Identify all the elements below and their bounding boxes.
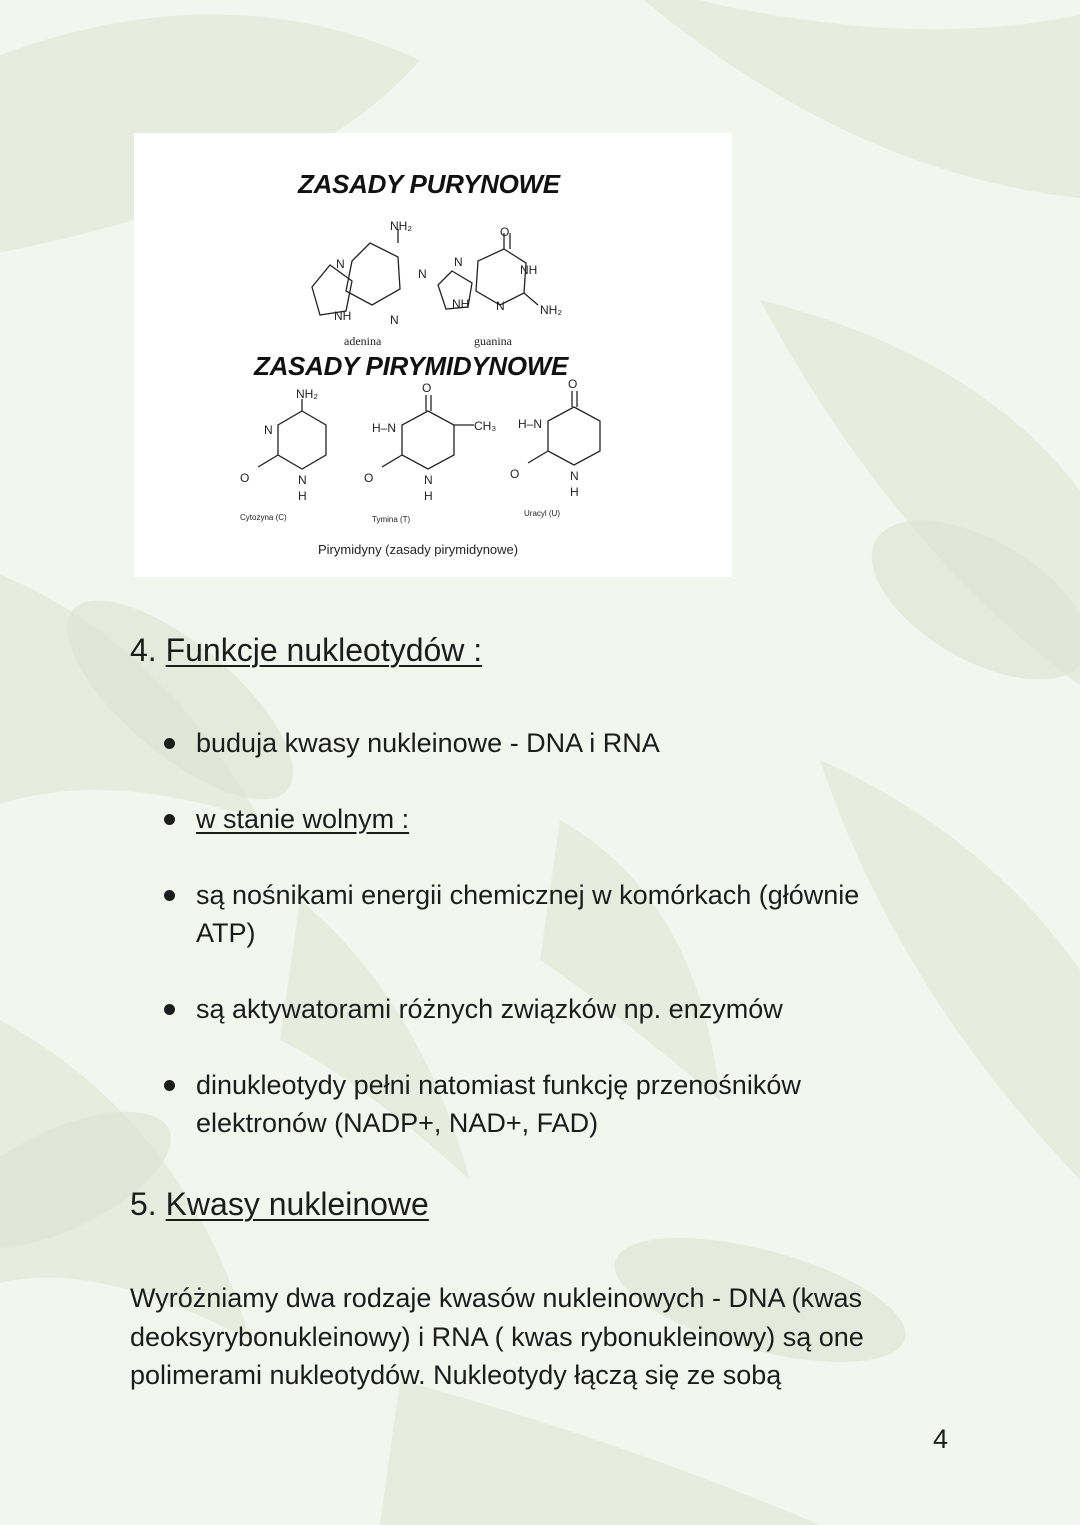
list-item: są aktywatorami różnych związków np. enzymów (164, 990, 924, 1028)
section-5-paragraph: Wyróżniamy dwa rodzaje kwasów nukleinowych - DNA (kwas deoksyrybonukleinowy) i RNA ( kwas rybonukleinowy) są one polimerami nukleotydów. Nukleotydy łączą się ze sobą (130, 1283, 864, 1390)
atom-label: O (364, 471, 374, 485)
atom-label: H–N (518, 417, 543, 431)
atom-label: NH₂ (540, 303, 562, 317)
list-item: buduja kwasy nukleinowe - DNA i RNA (164, 724, 924, 762)
atom-label: N (496, 299, 505, 313)
uracil-label: Uracyl (U) (524, 509, 560, 518)
atom-label: N (336, 257, 345, 271)
cytosine-label: Cytozyna (C) (240, 513, 287, 522)
atom-label: NH (334, 309, 352, 323)
atom-label: N (454, 255, 463, 269)
atom-label: H–N (372, 421, 397, 435)
atom-label: H (570, 485, 579, 499)
section-5-heading (130, 1186, 429, 1223)
bullet-icon (164, 890, 175, 901)
atom-label: O (510, 467, 520, 481)
section-4-title: Funkcje nukleotydów : (165, 632, 483, 668)
adenine-label: adenina (344, 334, 382, 348)
atom-label: O (568, 377, 578, 391)
atom-label: H (424, 489, 433, 503)
bullet-icon (164, 1004, 175, 1015)
atom-label: N (390, 313, 399, 327)
figure-caption: Pirymidyny (zasady pirymidynowe) (318, 542, 519, 557)
page-number: 4 (932, 1424, 948, 1454)
bullet-icon (164, 738, 175, 749)
section-4-number: 4. (130, 632, 157, 668)
list-item: dinukleotydy pełni natomiast funkcję przenośników elektronów (NADP+, NAD+, FAD) (164, 1066, 924, 1142)
section-5-number: 5. (130, 1186, 157, 1222)
purine-title: ZASADY PURYNOWE (298, 169, 560, 199)
pyrimidine-title: ZASADY PIRYMIDYNOWE (254, 351, 569, 381)
guanine-label: guanina (474, 334, 512, 348)
bullet-icon (164, 814, 175, 825)
atom-label: N (298, 473, 307, 487)
atom-label: H (298, 489, 307, 503)
atom-label: N (570, 469, 579, 483)
atom-label: O (240, 471, 250, 485)
atom-label: N (424, 473, 433, 487)
atom-label: O (422, 381, 432, 395)
functions-list (164, 724, 924, 1180)
bullet-icon (164, 1080, 175, 1091)
atom-label: O (500, 225, 510, 239)
atom-label: N (264, 423, 273, 437)
section-4-heading (130, 632, 482, 669)
atom-label: NH (520, 263, 538, 277)
atom-label: NH₂ (390, 219, 412, 233)
nucleobases-figure (134, 133, 732, 577)
list-item: są nośnikami energii chemicznej w komórkach (głównie ATP) (164, 876, 924, 952)
atom-label: NH₂ (296, 387, 318, 401)
section-5-title: Kwasy nukleinowe (165, 1186, 429, 1222)
list-item: w stanie wolnym : (164, 800, 924, 838)
thymine-label: Tymina (T) (372, 515, 411, 524)
atom-label: N (418, 267, 427, 281)
atom-label: CH₃ (474, 419, 497, 433)
atom-label: NH (452, 297, 470, 311)
